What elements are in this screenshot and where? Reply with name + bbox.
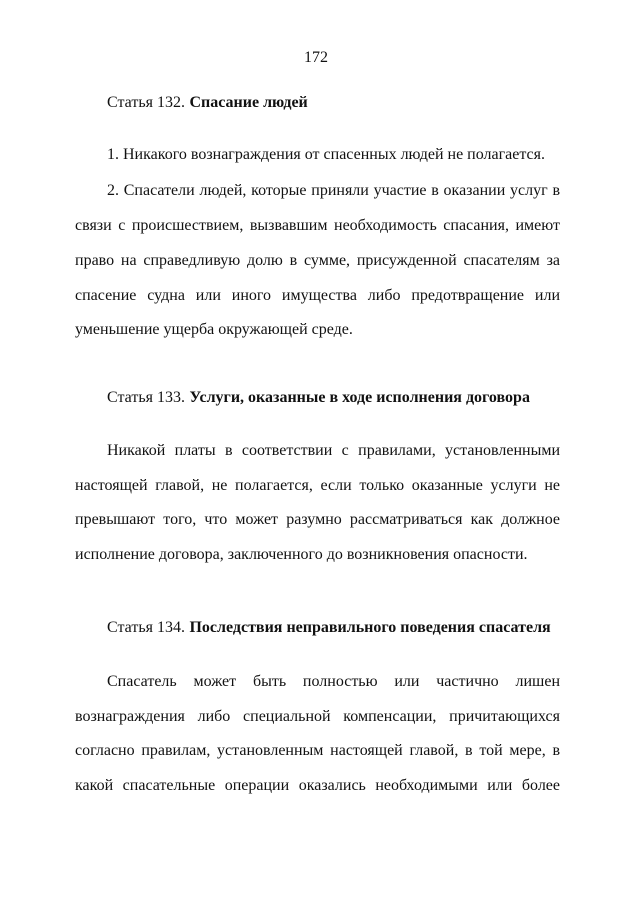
article-number: Статья 132. [107, 94, 185, 111]
paragraph-line: вознаграждения либо специальной компенсации, причитающихся [75, 708, 560, 725]
article-number: Статья 134. [107, 619, 185, 636]
paragraph-line: Спасатель может быть полностью или частично лишен [107, 673, 560, 690]
paragraph-line: Никакой платы в соответствии с правилами, установленными [107, 442, 560, 459]
paragraph-line: право на справедливую долю в сумме, присужденной спасателям за [75, 252, 560, 269]
article-heading-133 [107, 387, 530, 409]
page-number: 172 [304, 49, 328, 66]
paragraph-line: настоящей главой, не полагается, если только оказанные услуги не [75, 477, 560, 494]
paragraph-line: превышают того, что может разумно рассматриваться как должное [75, 511, 560, 528]
paragraph-line: исполнение договора, заключенного до возникновения опасности. [75, 546, 528, 563]
article-title: Спасание людей [189, 94, 308, 111]
article-title: Услуги, оказанные в ходе исполнения договора [189, 389, 530, 406]
article-number: Статья 133. [107, 389, 185, 406]
paragraph-line: уменьшение ущерба окружающей среде. [75, 321, 353, 338]
paragraph-line: согласно правилам, установленным настоящей главой, в той мере, в [75, 742, 560, 759]
paragraph-line: 1. Никакого вознаграждения от спасенных людей не полагается. [107, 146, 546, 163]
article-heading-132 [107, 92, 308, 114]
paragraph-line: какой спасательные операции оказались необходимыми или более [75, 777, 560, 794]
paragraph-line: 2. Спасатели людей, которые приняли участие в оказании услуг в [107, 182, 560, 199]
paragraph-line: связи с происшествием, вызвавшим необходимость спасания, имеют [75, 217, 560, 234]
paragraph-line: спасение судна или иного имущества либо предотвращение или [75, 287, 560, 304]
article-title: Последствия неправильного поведения спасателя [189, 619, 551, 636]
article-heading-134 [107, 617, 551, 639]
